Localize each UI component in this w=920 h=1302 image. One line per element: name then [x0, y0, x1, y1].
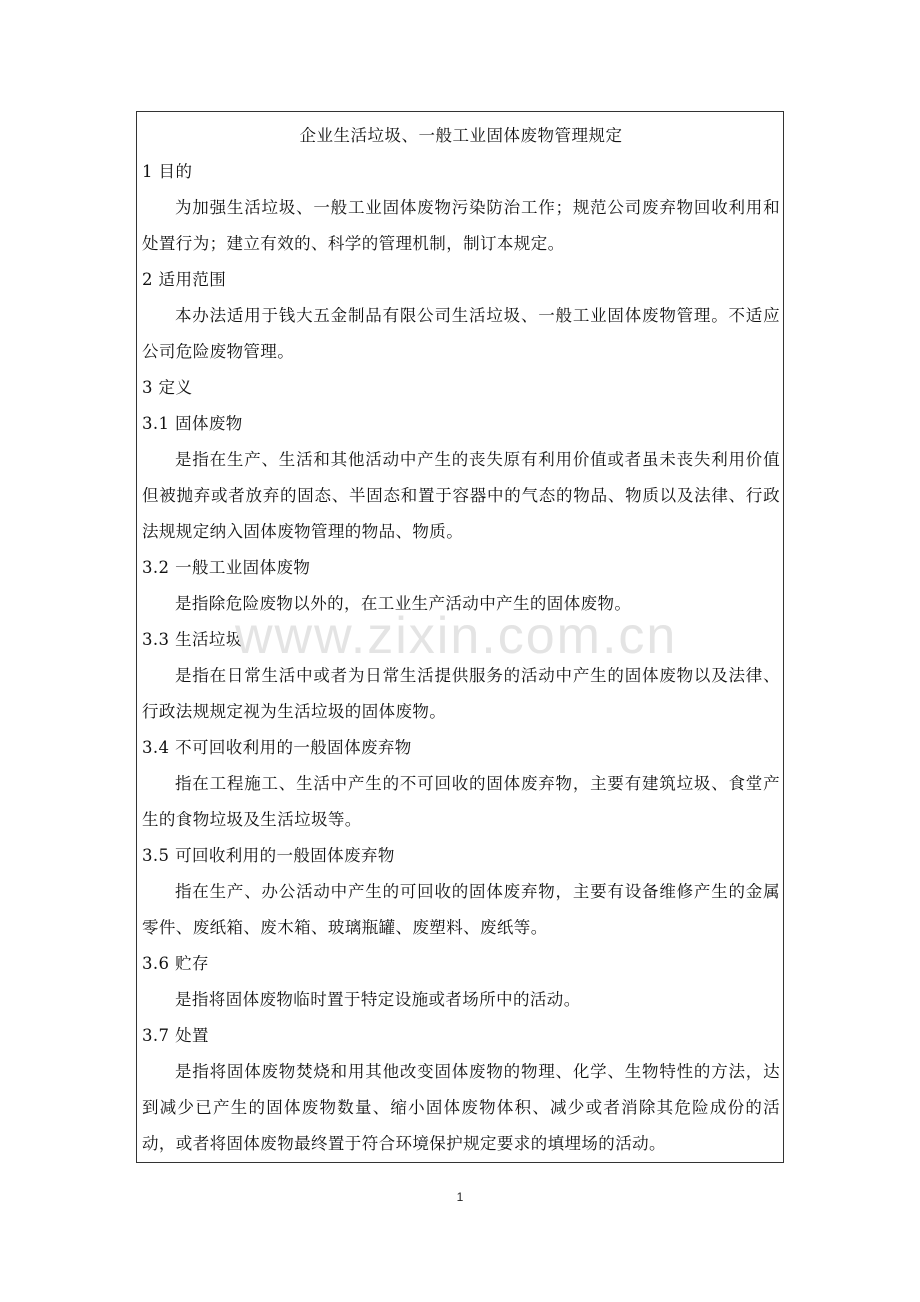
watermark-text: www.zixin.com.cn [235, 607, 678, 665]
section-scope [142, 262, 780, 370]
section-heading: 1 目的 [142, 162, 193, 181]
section-paragraph: 指在生产、办公活动中产生的可回收的固体废弃物，主要有设备维修产生的金属零件、废纸箱、废木箱、玻璃瓶罐、废塑料、废纸等。 [142, 882, 780, 937]
page-number: 1 [456, 1190, 464, 1204]
section-non-recyclable [142, 730, 780, 838]
section-paragraph: 本办法适用于钱大五金制品有限公司生活垃圾、一般工业固体废物管理。不适应公司危险废物管理。 [142, 306, 780, 361]
document-title: 企业生活垃圾、一般工业固体废物管理规定 [299, 126, 623, 145]
section-heading: 3.2 一般工业固体废物 [142, 558, 311, 577]
section-paragraph: 是指将固体废物焚烧和用其他改变固体废物的物理、化学、生物特性的方法，达到减少已产生的固体废物数量、缩小固体废物体积、减少或者消除其危险成份的活动，或者将固体废物最终置于符合环境保护规定要求的填埋场的活动。 [142, 1062, 780, 1153]
section-paragraph: 是指除危险废物以外的，在工业生产活动中产生的固体废物。 [175, 594, 632, 613]
section-heading: 3.3 生活垃圾 [142, 630, 243, 649]
section-heading: 3.1 固体废物 [142, 414, 243, 433]
section-recyclable [142, 838, 780, 946]
section-paragraph: 指在工程施工、生活中产生的不可回收的固体废弃物，主要有建筑垃圾、食堂产生的食物垃圾及生活垃圾等。 [142, 774, 780, 829]
section-paragraph: 为加强生活垃圾、一般工业固体废物污染防治工作；规范公司废弃物回收利用和处置行为；建立有效的、科学的管理机制，制订本规定。 [142, 198, 780, 253]
section-heading: 3.5 可回收利用的一般固体废弃物 [142, 846, 395, 865]
section-domestic-waste [142, 622, 780, 730]
section-paragraph: 是指在日常生活中或者为日常生活提供服务的活动中产生的固体废物以及法律、行政法规规定视为生活垃圾的固体废物。 [142, 666, 780, 721]
section-heading: 3.6 贮存 [142, 954, 209, 973]
section-definitions [142, 370, 780, 406]
section-solid-waste [142, 406, 780, 550]
section-heading: 3.4 不可回收利用的一般固体废弃物 [142, 738, 412, 757]
section-storage [142, 946, 780, 1018]
section-industrial-waste [142, 550, 780, 622]
section-paragraph: 是指在生产、生活和其他活动中产生的丧失原有利用价值或者虽未丧失利用价值但被抛弃或者放弃的固态、半固态和置于容器中的气态的物品、物质以及法律、行政法规规定纳入固体废物管理的物品、物质。 [142, 450, 780, 541]
section-heading: 2 适用范围 [142, 270, 227, 289]
section-heading: 3.7 处置 [142, 1026, 209, 1045]
section-purpose [142, 154, 780, 262]
section-paragraph: 是指将固体废物临时置于特定设施或者场所中的活动。 [175, 990, 581, 1009]
section-heading: 3 定义 [142, 378, 193, 397]
section-disposal [142, 1018, 780, 1162]
document-frame [136, 111, 784, 1163]
